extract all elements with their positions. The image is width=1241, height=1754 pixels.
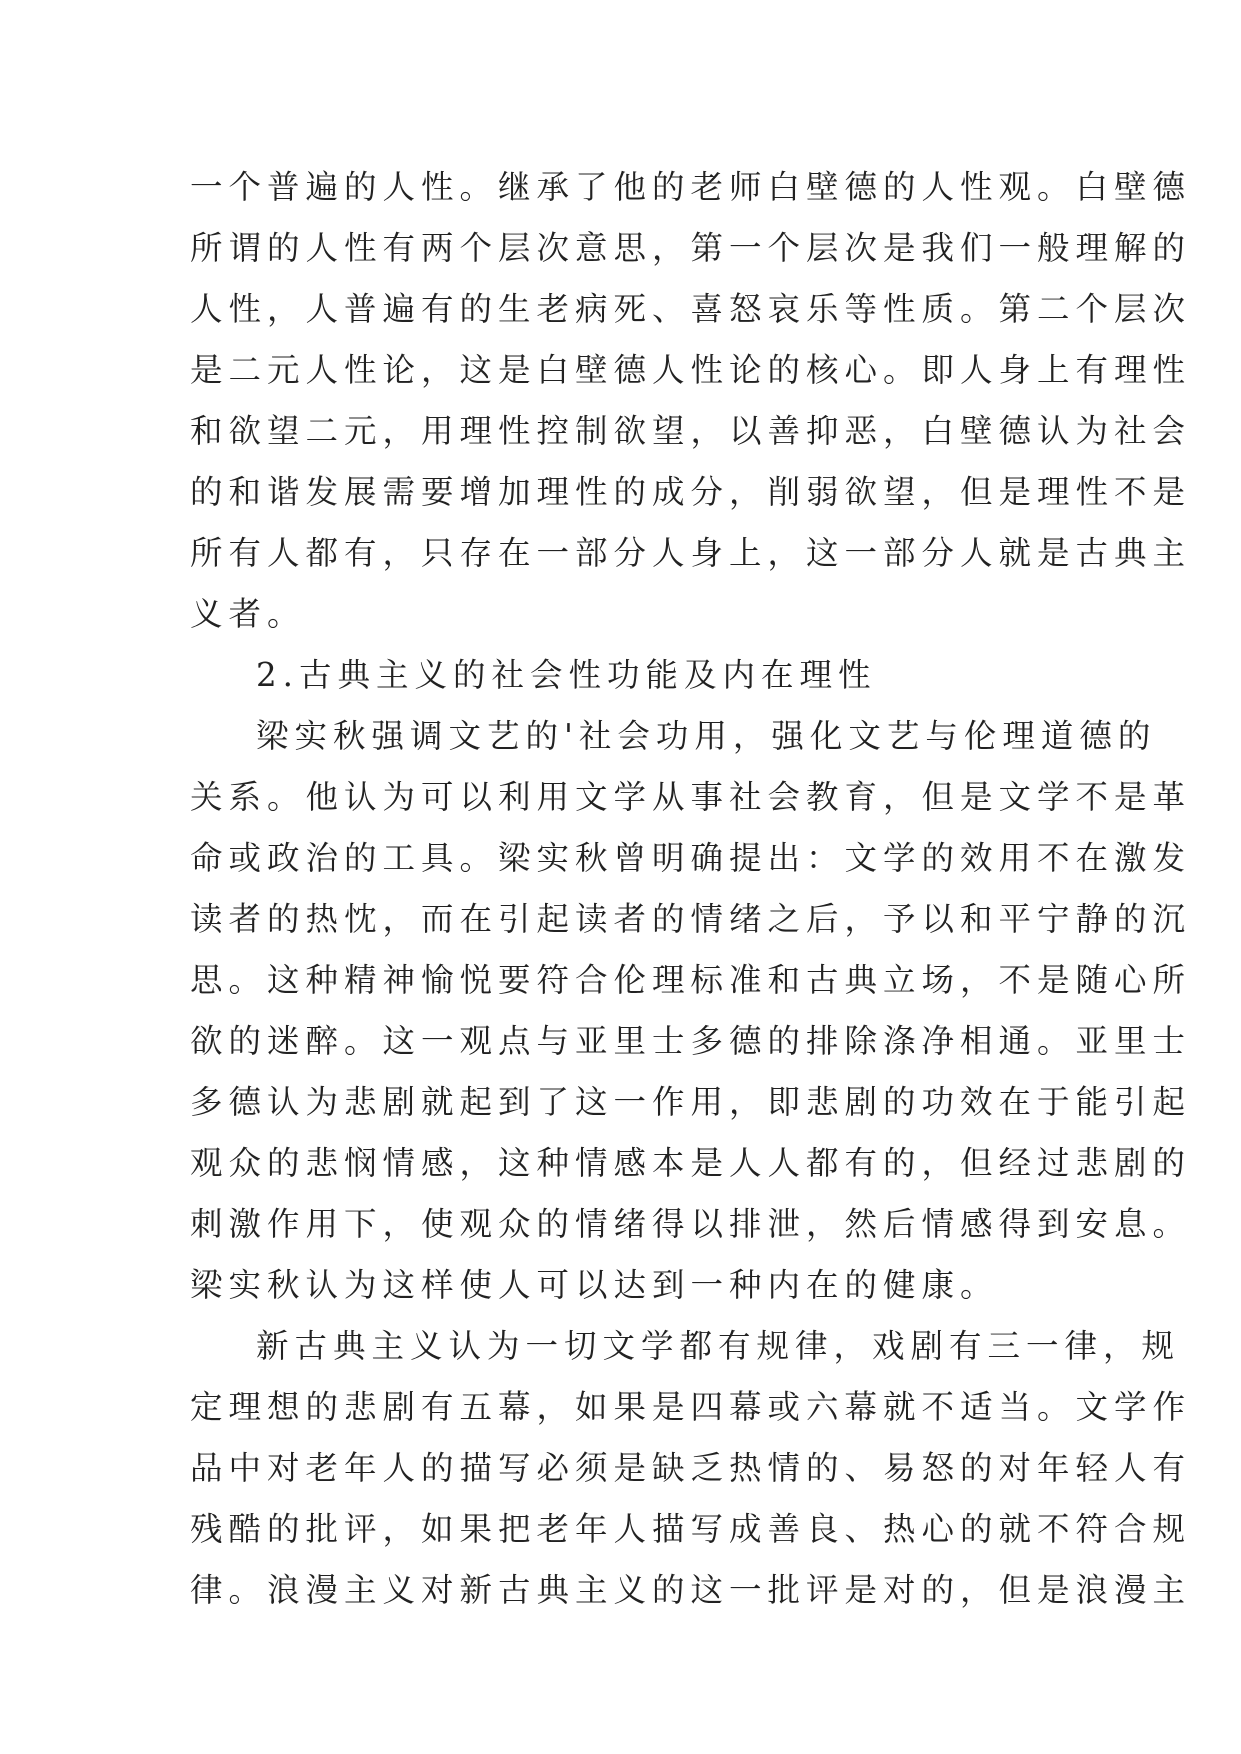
- paragraph-line: 读者的热忱，而在引起读者的情绪之后，予以和平宁静的沉: [190, 900, 1192, 938]
- paragraph-line: 多德认为悲剧就起到了这一作用，即悲剧的功效在于能引起: [190, 1083, 1192, 1121]
- paragraph-line: 定理想的悲剧有五幕，如果是四幕或六幕就不适当。文学作: [190, 1388, 1192, 1426]
- paragraph-line: 命或政治的工具。梁实秋曾明确提出：文学的效用不在激发: [190, 839, 1192, 877]
- paragraph-line: 所有人都有，只存在一部分人身上，这一部分人就是古典主: [190, 534, 1192, 572]
- paragraph-line: 律。浪漫主义对新古典主义的这一批评是对的，但是浪漫主: [190, 1571, 1192, 1609]
- paragraph-line: 思。这种精神愉悦要符合伦理标准和古典立场，不是随心所: [190, 961, 1192, 999]
- paragraph-line: 一个普遍的人性。继承了他的老师白壁德的人性观。白壁德: [190, 168, 1192, 206]
- paragraph-line: 义者。: [190, 595, 306, 633]
- paragraph-line: 梁实秋认为这样使人可以达到一种内在的健康。: [190, 1266, 999, 1304]
- paragraph-line: 的和谐发展需要增加理性的成分，削弱欲望，但是理性不是: [190, 473, 1192, 511]
- document-body: [190, 157, 1192, 1621]
- section-heading: 2.古典主义的社会性功能及内在理性: [256, 656, 877, 694]
- paragraph-line: 梁实秋强调文艺的'社会功用，强化文艺与伦理道德的: [256, 717, 1157, 755]
- paragraph-line: 人性，人普遍有的生老病死、喜怒哀乐等性质。第二个层次: [190, 290, 1192, 328]
- paragraph-line: 残酷的批评，如果把老年人描写成善良、热心的就不符合规: [190, 1510, 1192, 1548]
- paragraph-line: 所谓的人性有两个层次意思，第一个层次是我们一般理解的: [190, 229, 1192, 267]
- paragraph-line: 新古典主义认为一切文学都有规律，戏剧有三一律，规: [256, 1327, 1181, 1365]
- paragraph-line: 和欲望二元，用理性控制欲望，以善抑恶，白壁德认为社会: [190, 412, 1192, 450]
- paragraph-line: 关系。他认为可以利用文学从事社会教育，但是文学不是革: [190, 778, 1192, 816]
- paragraph-line: 是二元人性论，这是白壁德人性论的核心。即人身上有理性: [190, 351, 1192, 389]
- paragraph-line: 刺激作用下，使观众的情绪得以排泄，然后情感得到安息。: [190, 1205, 1192, 1243]
- paragraph-line: 欲的迷醉。这一观点与亚里士多德的排除涤净相通。亚里士: [190, 1022, 1192, 1060]
- paragraph-line: 观众的悲悯情感，这种情感本是人人都有的，但经过悲剧的: [190, 1144, 1192, 1182]
- paragraph-line: 品中对老年人的描写必须是缺乏热情的、易怒的对年轻人有: [190, 1449, 1192, 1487]
